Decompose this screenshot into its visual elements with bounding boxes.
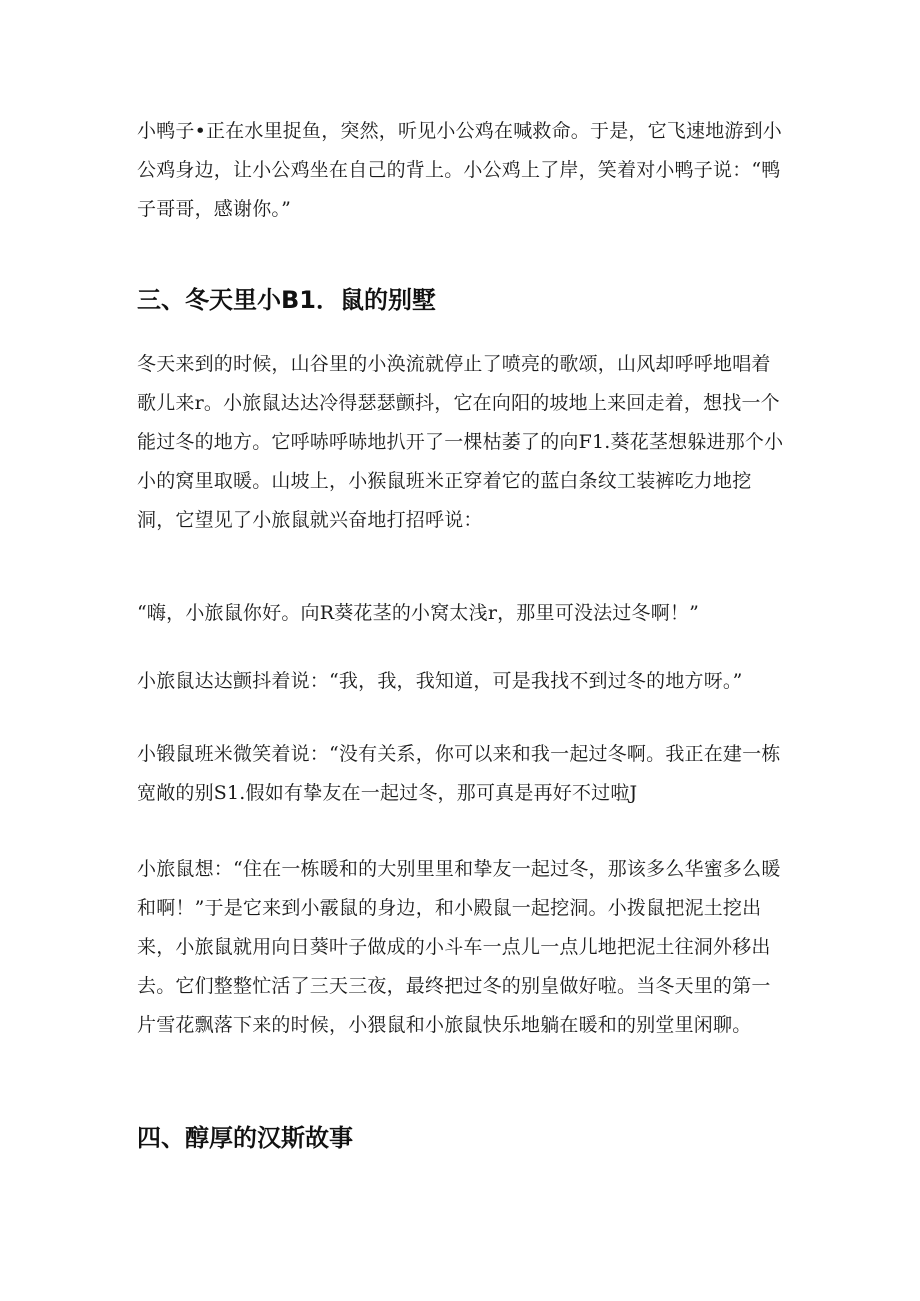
section-heading-4: 四、醇厚的汉斯故事 (137, 1124, 353, 1152)
dialogue-paragraph-greeting: “嗨，小旅鼠你好。向R葵花茎的小窝太浅r，那里可没法过冬啊！” (137, 602, 700, 624)
story-paragraph-duckling: 小鸭子•正在水里捉鱼，突然，听见小公鸡在喊救命。于是，它飞速地游到小公鸡身边，让小公鸡坐在自己的背上。小公鸡上了岸，笑着对小鸭子说：“鸭子哥哥，感谢你。” (137, 120, 783, 220)
story-paragraph-building-home: 小旅鼠想：“住在一栋暖和的大别里里和挚友一起过冬，那该多么华蜜多么暖和啊！”于是它来到小霰鼠的身边，和小殿鼠一起挖洞。小拨鼠把泥土挖出来，小旅鼠就用向日葵叶子做成的小斗车一点儿一点儿地把泥土往洞外移出去。它们整整忙活了三天三夜，最终把过冬的别皇做好啦。当冬天里的第一片雪花飘落下来的时候，小猥鼠和小旅鼠快乐地躺在暖和的别堂里闲聊。 (137, 858, 781, 1036)
story-paragraph-winter-intro: 冬天来到的时候，山谷里的小涣流就停止了喷亮的歌颂，山风却呼呼地唱着歌儿来r。小旅鼠达达冷得瑟瑟颤抖，它在向阳的坡地上来回走着，想找一个能过冬的地方。它呼哧呼哧地扒开了一棵枯萎了的向F1.葵花茎想躲进那个小小的窝里取暖。山坡上，小猴鼠班米正穿着它的蓝白条纹工装裤吃力地挖洞，它望见了小旅鼠就兴奋地打招呼说： (137, 353, 784, 531)
dialogue-paragraph-invitation: 小锻鼠班米微笑着说：“没有关系，你可以来和我一起过冬啊。我正在建一栋宽敞的别S1.假如有挚友在一起过冬，那可真是再好不过啦J (137, 743, 781, 804)
dialogue-paragraph-reply: 小旅鼠达达颤抖着说：“我，我，我知道，可是我找不到过冬的地方呀。” (137, 670, 743, 692)
section-heading-3: 三、冬天里小B1．鼠的别墅 (137, 286, 436, 314)
